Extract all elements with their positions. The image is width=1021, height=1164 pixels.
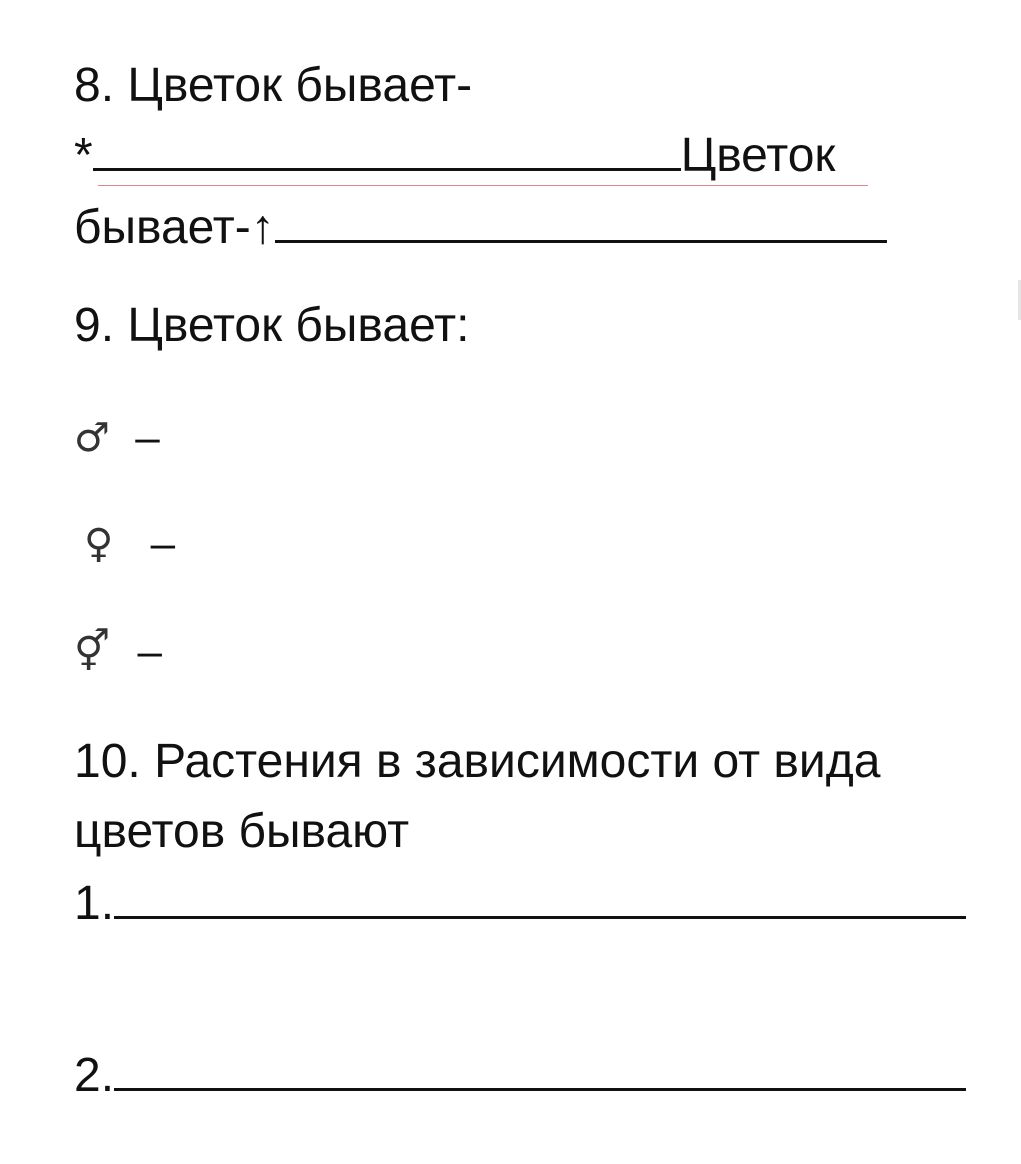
answer-blank-4[interactable] [114,1048,966,1091]
female-dash: – [150,519,176,569]
q8-line3-text: бывает-↑ [74,201,275,254]
q8-heading: 8. Цветок бывает- [74,59,473,112]
q9-male-row [74,408,160,466]
answer-blank-1[interactable] [93,128,681,171]
q10-heading-line2: цветов бывают [74,805,410,858]
bisexual-dash: – [137,627,162,677]
item-2-label: 2. [74,1049,115,1102]
q9-heading: 9. Цветок бывает: [74,299,470,352]
spellcheck-underline [98,185,868,186]
q10-heading-line1: 10. Растения в зависимости от вида [74,735,881,788]
female-icon: ♀ [84,521,114,568]
male-icon: ♂ [74,415,110,462]
item-1-label: 1. [74,877,115,930]
asterisk-symbol: * [74,129,93,182]
q9-female-row [74,514,175,572]
bisexual-icon: ⚥ [74,629,111,676]
q10-item-1 [74,876,966,932]
q9-bisexual-row [74,622,162,680]
q8-line3 [74,200,887,256]
male-dash: – [135,413,160,463]
q8-line2 [74,128,835,184]
answer-blank-2[interactable] [275,200,887,243]
flower-word: Цветок [680,129,836,182]
q10-item-2 [74,1048,966,1104]
answer-blank-3[interactable] [114,876,966,919]
